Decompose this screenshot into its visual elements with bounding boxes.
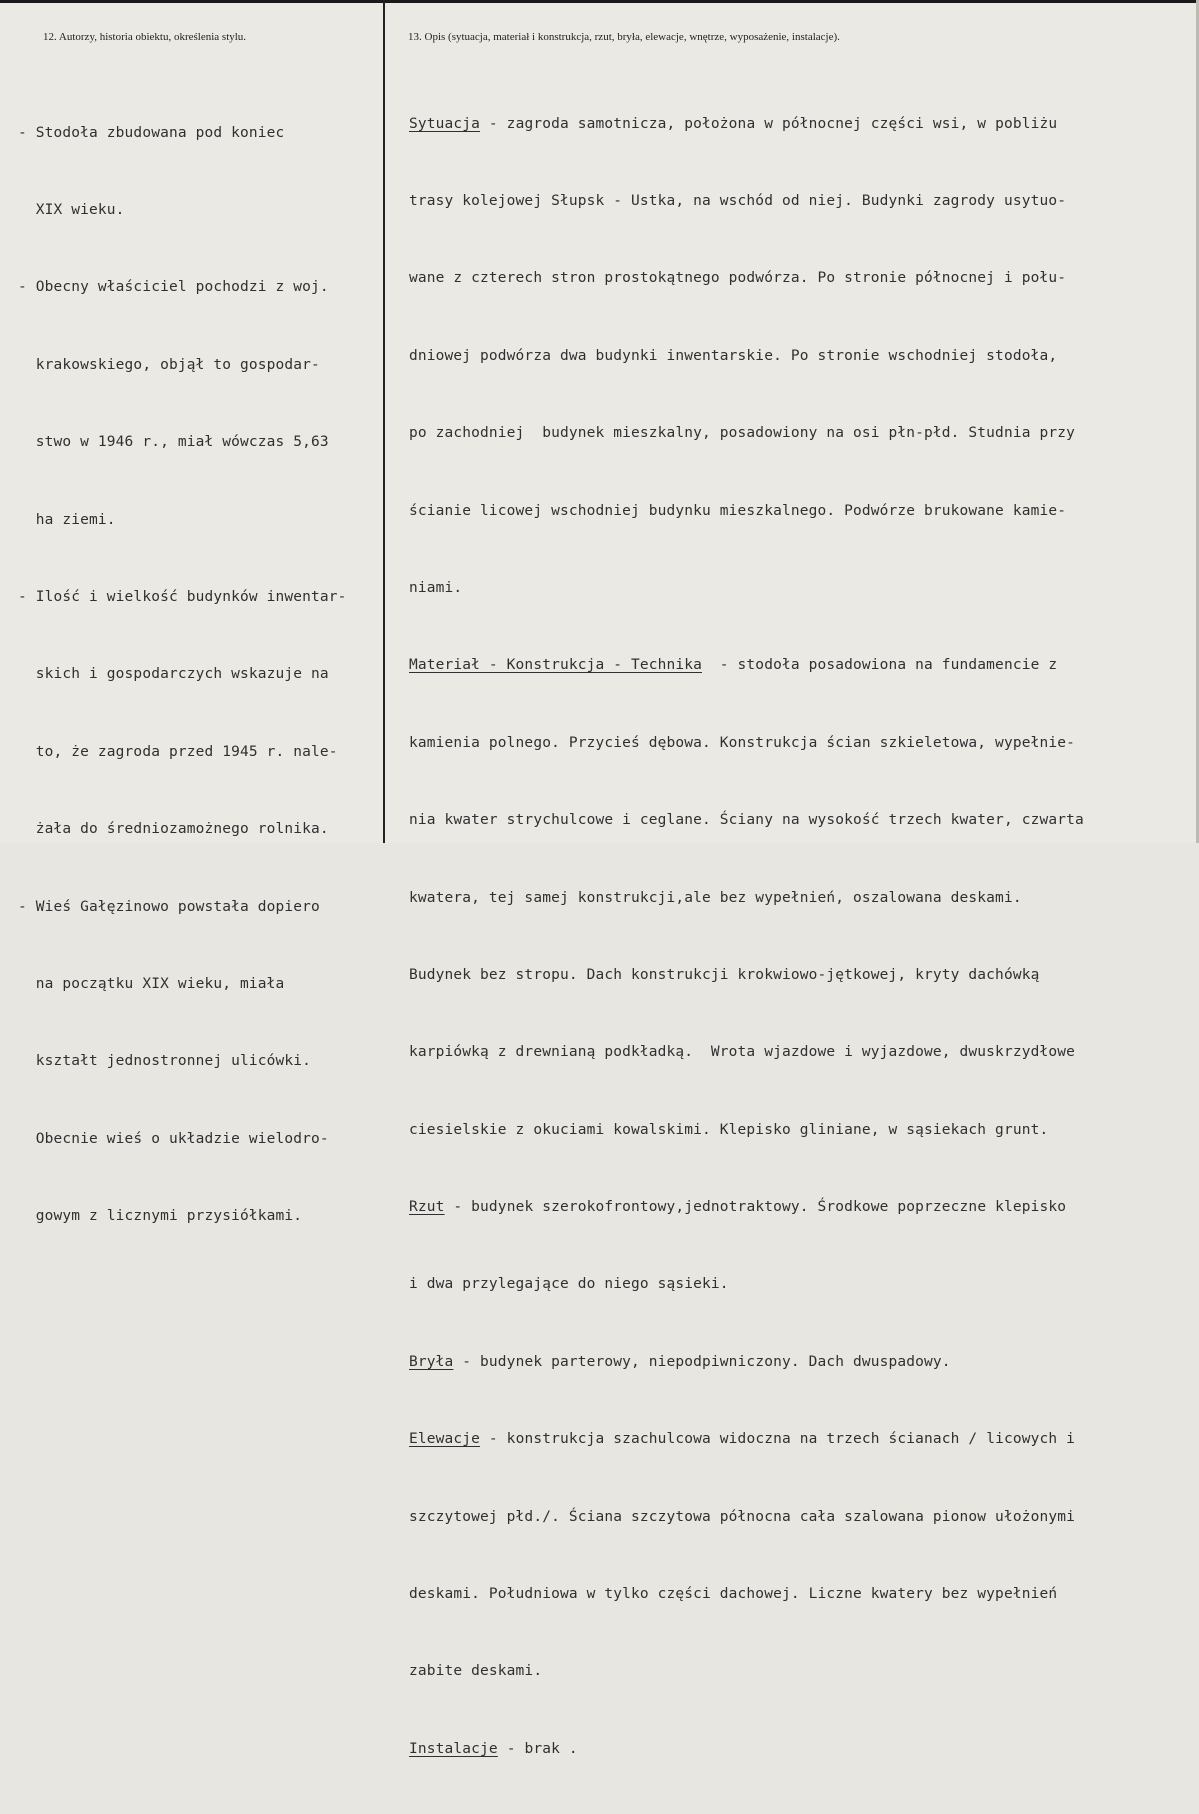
- description-line: [409, 1118, 1084, 1144]
- description-line: [409, 266, 1084, 292]
- description-line: [409, 886, 1084, 912]
- description-line: [409, 421, 1084, 447]
- description-line: [409, 112, 1084, 138]
- description-text: po zachodniej budynek mieszkalny, posadowiony na osi płn-płd. Studnia przy: [409, 425, 1075, 442]
- column-divider: [383, 0, 385, 843]
- description-text: - stodoła posadowiona na fundamencie z: [702, 657, 1058, 674]
- description-text: - konstrukcja szachulcowa widoczna na trzech ścianach / licowych i: [480, 1431, 1075, 1448]
- description-text: niami.: [409, 579, 463, 596]
- description-line: [409, 731, 1084, 757]
- history-line: - Stodoła zbudowana pod koniec: [18, 124, 285, 141]
- description-line: [409, 1659, 1084, 1685]
- history-line: krakowskiego, objął to gospodar-: [18, 356, 320, 373]
- description-text: szczytowej płd./. Ściana szczytowa północna cała szalowana pionow ułożonymi: [409, 1508, 1075, 1525]
- subheading: Materiał - Konstrukcja - Technika: [409, 657, 703, 674]
- description-line: [409, 1195, 1084, 1221]
- history-line: to, że zagroda przed 1945 r. nale-: [18, 743, 338, 760]
- description-line: [409, 1427, 1084, 1453]
- description-line: [409, 1350, 1084, 1376]
- description-text: Budynek bez stropu. Dach konstrukcji krokwiowo-jętkowej, kryty dachówką: [409, 966, 1040, 983]
- description-text: - zagroda samotnicza, położona w północnej części wsi, w pobliżu: [480, 115, 1058, 132]
- history-line: kształt jednostronnej ulicówki.: [18, 1053, 312, 1070]
- history-line: na początku XIX wieku, miała: [18, 975, 285, 992]
- description-line: [409, 189, 1084, 215]
- description-line: [409, 576, 1084, 602]
- history-line: żała do średniozamożnego rolnika.: [18, 821, 329, 838]
- description-text: trasy kolejowej Słupsk - Ustka, na wschód od niej. Budynki zagrody usytuo-: [409, 192, 1067, 209]
- description-text: wane z czterech stron prostokątnego podwórza. Po stronie północnej i połu-: [409, 270, 1067, 287]
- description-line: [409, 1505, 1084, 1531]
- description-line: [409, 1040, 1084, 1066]
- subheading: Instalacje: [409, 1740, 498, 1757]
- history-line: - Wieś Gałęzinowo powstała dopiero: [18, 898, 320, 915]
- description-text: ciesielskie z okuciami kowalskimi. Klepisko gliniane, w sąsiekach grunt.: [409, 1121, 1049, 1138]
- description-line: [409, 1582, 1084, 1608]
- history-line: gowym z licznymi przysiółkami.: [18, 1208, 303, 1225]
- history-text-column: [18, 69, 347, 1281]
- description-text: i dwa przylegające do niego sąsieki.: [409, 1276, 729, 1293]
- history-line: - Obecny właściciel pochodzi z woj.: [18, 279, 329, 296]
- description-text: - brak .: [497, 1740, 578, 1757]
- description-line: [409, 808, 1084, 834]
- history-line: stwo w 1946 r., miał wówczas 5,63: [18, 434, 329, 451]
- subheading: Sytuacja: [409, 115, 481, 132]
- description-text: zabite deskami.: [409, 1663, 543, 1680]
- section-13-heading: 13. Opis (sytuacja, materiał i konstrukcja, rzut, bryła, elewacje, wnętrze, wyposażenie, instalacje).: [408, 31, 840, 43]
- subheading: Bryła: [409, 1353, 454, 1370]
- history-line: ha ziemi.: [18, 511, 116, 528]
- top-border: [0, 0, 1199, 3]
- description-text: kwatera, tej samej konstrukcji,ale bez wypełnień, oszalowana deskami.: [409, 889, 1022, 906]
- description-text: - budynek szerokofrontowy,jednotraktowy. Środkowe poprzeczne klepisko: [444, 1199, 1067, 1216]
- section-12-heading: 12. Autorzy, historia obiektu, określenia stylu.: [43, 31, 247, 43]
- description-line: [409, 1272, 1084, 1298]
- description-text: ścianie licowej wschodniej budynku mieszkalnego. Podwórze brukowane kamie-: [409, 502, 1067, 519]
- subheading: Rzut: [409, 1199, 445, 1216]
- description-text-column: [409, 60, 1084, 1814]
- description-text: deskami. Południowa w tylko części dachowej. Liczne kwatery bez wypełnień: [409, 1586, 1058, 1603]
- description-text: nia kwater strychulcowe i ceglane. Ściany na wysokość trzech kwater, czwarta: [409, 812, 1084, 829]
- description-line: [409, 344, 1084, 370]
- description-line: [409, 963, 1084, 989]
- history-line: XIX wieku.: [18, 201, 125, 218]
- subheading: Elewacje: [409, 1431, 481, 1448]
- history-line: - Ilość i wielkość budynków inwentar-: [18, 588, 347, 605]
- description-text: dniowej podwórza dwa budynki inwentarskie. Po stronie wschodniej stodoła,: [409, 347, 1058, 364]
- description-text: - budynek parterowy, niepodpiwniczony. Dach dwuspadowy.: [453, 1353, 951, 1370]
- description-line: [409, 499, 1084, 525]
- description-text: kamienia polnego. Przycieś dębowa. Konstrukcja ścian szkieletowa, wypełnie-: [409, 734, 1075, 751]
- history-line: Obecnie wieś o układzie wielodro-: [18, 1130, 329, 1147]
- description-line: [409, 653, 1084, 679]
- history-line: skich i gospodarczych wskazuje na: [18, 666, 329, 683]
- description-line: [409, 1737, 1084, 1763]
- description-text: karpiówką z drewnianą podkładką. Wrota wjazdowe i wyjazdowe, dwuskrzydłowe: [409, 1044, 1075, 1061]
